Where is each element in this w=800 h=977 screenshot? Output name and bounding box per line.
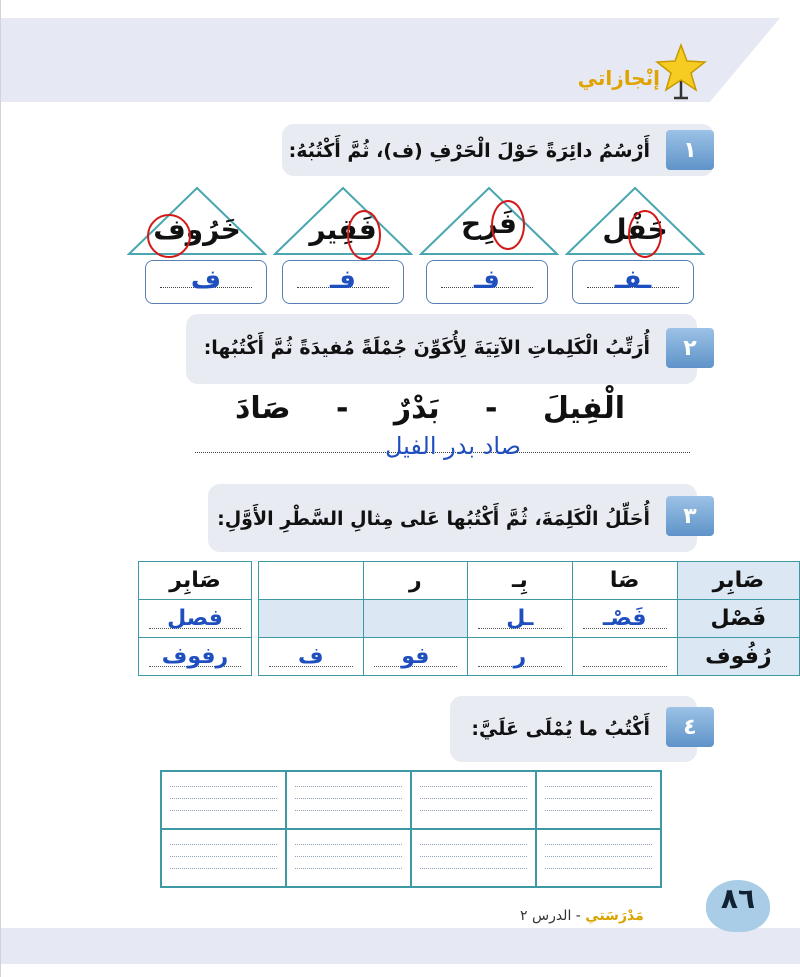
page-title: إنْجازاتي: [577, 66, 660, 90]
analysis-table: [258, 561, 800, 676]
rewrite-cell[interactable]: رفوف: [139, 638, 252, 676]
section3-number: ٣: [666, 496, 714, 536]
table-row: [259, 600, 800, 638]
part-cell[interactable]: [572, 638, 677, 676]
answer-letter-2: فـ: [474, 265, 500, 295]
answer-box-1[interactable]: [572, 260, 694, 304]
section2-number: ٢: [666, 328, 714, 368]
letter-circle-2: [491, 200, 525, 250]
page-number: ٨٦: [720, 882, 756, 915]
part-cell: بِـ: [468, 562, 573, 600]
book-label: [520, 908, 644, 924]
word-cell: فَصْل: [677, 600, 799, 638]
dictation-cell[interactable]: [536, 771, 661, 829]
word-4: خَرُوف: [153, 213, 241, 246]
letter-circle-3: [347, 210, 381, 260]
footer-band: [0, 928, 800, 964]
rewrite-table: [138, 561, 252, 676]
scrambled-word-3: صَادَ: [235, 391, 291, 426]
answer-letter-1: ـفـ: [614, 265, 652, 295]
rewrite-cell: صَابِر: [139, 562, 252, 600]
word-2: فَرِح: [461, 207, 517, 240]
separator: -: [485, 391, 498, 426]
part-cell: [259, 600, 364, 638]
answer-box-4[interactable]: [145, 260, 267, 304]
part-cell[interactable]: ف: [259, 638, 364, 676]
book-name: مَدْرَسَتي: [585, 908, 644, 924]
dictation-cell[interactable]: [286, 829, 411, 887]
dictation-grid: [160, 770, 662, 888]
word-cell: صَابِر: [677, 562, 799, 600]
dictation-cell[interactable]: [161, 771, 286, 829]
word-3: فَقِير: [309, 213, 377, 246]
section1-instruction: أَرْسُمُ دائِرَةً حَوْلَ الْحَرْفِ (ف)، ثُمَّ أَكْتُبُهُ:: [288, 140, 650, 162]
answer-letter-4: ف: [190, 265, 222, 295]
part-cell: صَا: [572, 562, 677, 600]
scrambled-words: [235, 391, 625, 426]
part-cell[interactable]: ر: [468, 638, 573, 676]
part-cell[interactable]: فَصْـ: [572, 600, 677, 638]
table-row: [259, 562, 800, 600]
scrambled-word-2: بَدْرٌ: [393, 391, 440, 426]
rewrite-cell[interactable]: فصل: [139, 600, 252, 638]
scrambled-word-1: الْفِيلَ: [542, 391, 625, 426]
part-cell: [259, 562, 364, 600]
part-cell[interactable]: ـل: [468, 600, 573, 638]
letter-circle-4: [147, 214, 191, 258]
dictation-cell[interactable]: [536, 829, 661, 887]
section2-instruction: أُرَتِّبُ الْكَلِماتِ الآتِيَةَ لِأُكَوِّنَ جُمْلَةً مُفيدَةً ثُمَّ أَكْتُبُها:: [203, 337, 650, 359]
page-edge: [0, 0, 1, 977]
answer-box-2[interactable]: [426, 260, 548, 304]
section4-instruction: أَكْتُبُ ما يُمْلَى عَلَيَّ:: [471, 718, 650, 740]
part-cell: [363, 600, 468, 638]
part-cell: ر: [363, 562, 468, 600]
section1-number: ١: [666, 130, 714, 170]
lesson-label: - الدرس ٢: [520, 908, 586, 924]
separator: -: [336, 391, 349, 426]
star-icon: [652, 42, 710, 100]
letter-circle-1: [628, 210, 662, 258]
dictation-cell[interactable]: [161, 829, 286, 887]
answer-letter-3: فـ: [330, 265, 356, 295]
answer-box-3[interactable]: [282, 260, 404, 304]
part-cell[interactable]: فو: [363, 638, 468, 676]
word-1: حَفْل: [602, 213, 668, 246]
dictation-cell[interactable]: [286, 771, 411, 829]
word-cell: رُفُوف: [677, 638, 799, 676]
sentence-answer: صاد بدر الفيل: [385, 432, 522, 460]
section3-instruction: أُحَلِّلُ الْكَلِمَةَ، ثُمَّ أَكْتُبُها عَلى مِثالِ السَّطْرِ الأَوَّلِ:: [217, 508, 650, 530]
section4-number: ٤: [666, 707, 714, 747]
dictation-cell[interactable]: [411, 829, 536, 887]
dictation-cell[interactable]: [411, 771, 536, 829]
table-row: [259, 638, 800, 676]
